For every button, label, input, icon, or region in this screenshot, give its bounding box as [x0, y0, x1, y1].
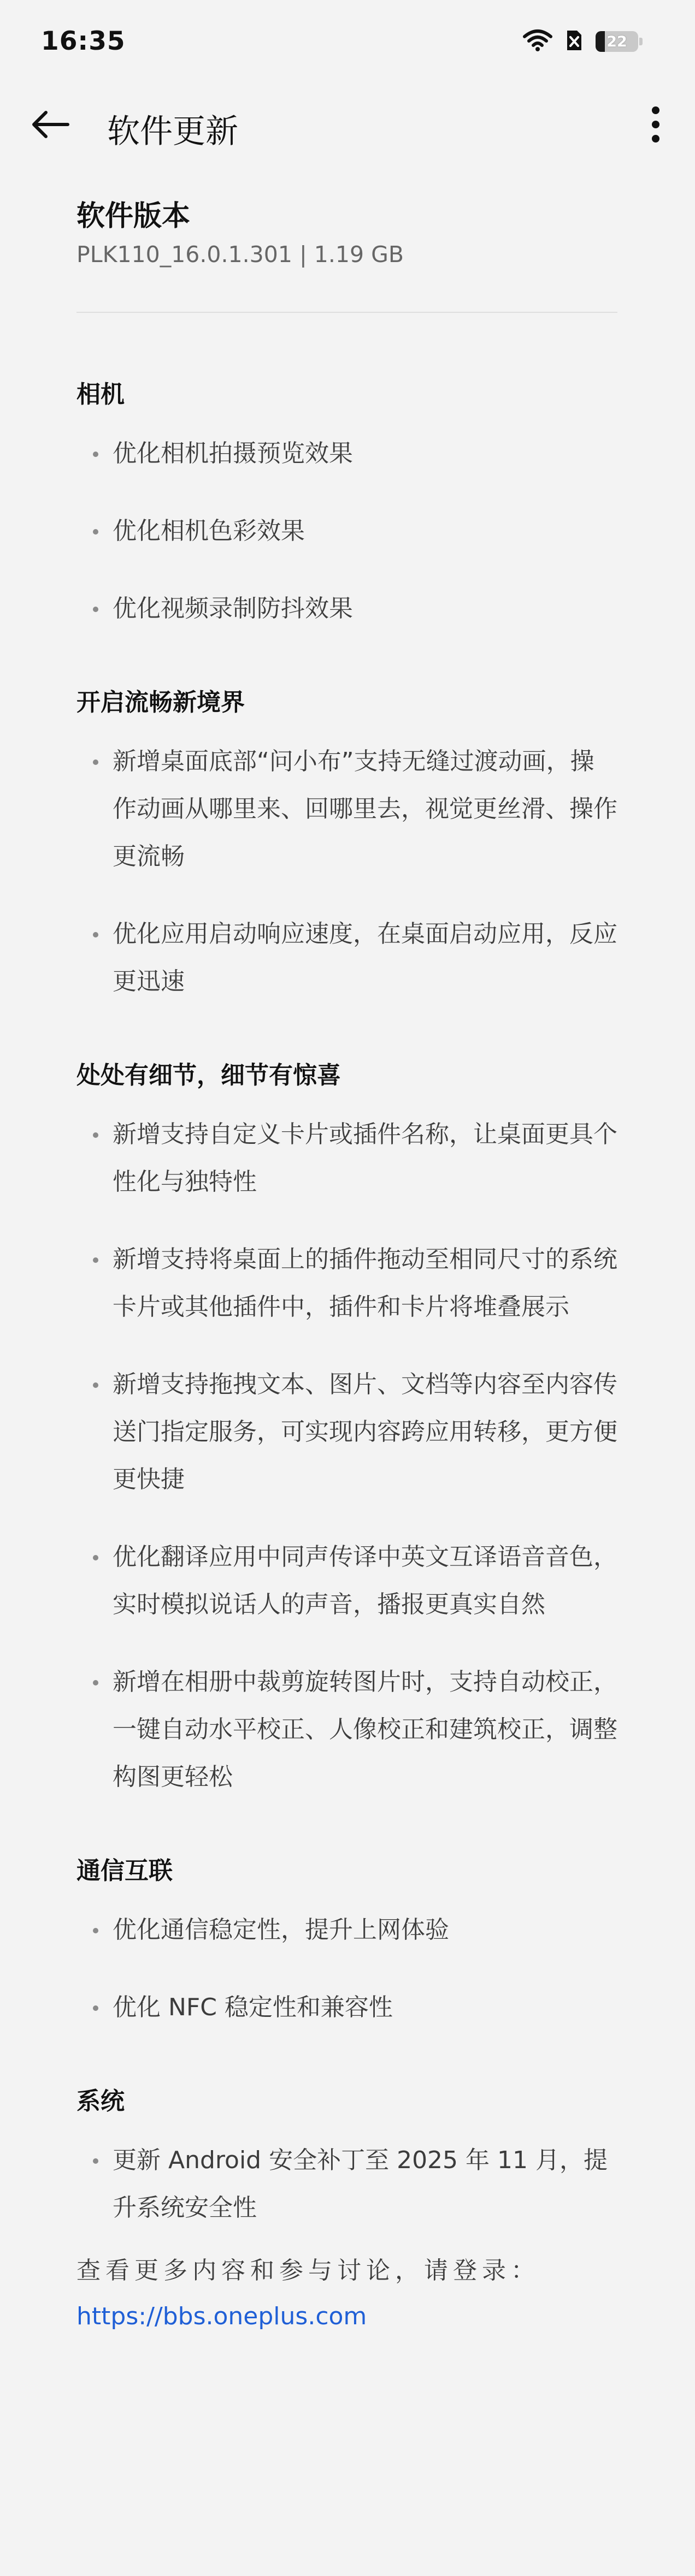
- battery-body: [596, 31, 638, 52]
- list-item: 新增在相册中裁剪旋转图片时，支持自动校正，一键自动水平校正、人像校正和建筑校正，调整构图更轻松: [76, 1658, 617, 1801]
- section-connectivity: [76, 1855, 617, 2031]
- section-camera: [76, 378, 617, 632]
- more-vertical-icon: [651, 105, 660, 146]
- back-button[interactable]: [28, 106, 72, 145]
- section-system: [76, 2085, 617, 2231]
- section-title: 相机: [76, 381, 125, 408]
- divider: [76, 312, 617, 313]
- version-title: 软件版本: [76, 200, 191, 233]
- list-item: 新增桌面底部“问小布”支持无缝过渡动画，操作动画从哪里来、回哪里去，视觉更丝滑、操作更流畅: [76, 738, 617, 880]
- battery-level: 22: [606, 33, 627, 50]
- status-bar: [0, 0, 695, 87]
- forum-link[interactable]: https://bbs.oneplus.com: [76, 2302, 367, 2330]
- no-sim-icon: [565, 28, 584, 55]
- list-item: 优化 NFC 稳定性和兼容性: [76, 1984, 617, 2031]
- list-item: 优化通信稳定性，提升上网体验: [76, 1906, 617, 1954]
- page-title: 软件更新: [107, 112, 238, 151]
- section-title: 开启流畅新境界: [76, 688, 245, 716]
- status-time: 16:35: [41, 26, 126, 56]
- wifi-icon: [522, 29, 553, 54]
- app-bar: [0, 93, 695, 158]
- list-item: 更新 Android 安全补丁至 2025 年 11 月，提升系统安全性: [76, 2136, 617, 2231]
- list-item: 优化视频录制防抖效果: [76, 585, 617, 632]
- bullet-list: [76, 1906, 617, 2031]
- version-subtitle: PLK110_16.0.1.301 | 1.19 GB: [76, 241, 404, 268]
- list-item: 优化翻译应用中同声传译中英文互译语音音色，实时模拟说话人的声音，播报更真实自然: [76, 1533, 617, 1628]
- battery-tip: [639, 38, 643, 45]
- list-item: 优化应用启动响应速度，在桌面启动应用，反应更迅速: [76, 910, 617, 1005]
- bullet-list: [76, 738, 617, 1005]
- section-smoothness: [76, 686, 617, 1005]
- section-title: 系统: [76, 2087, 125, 2115]
- bullet-list: [76, 1111, 617, 1801]
- section-title: 处处有细节，细节有惊喜: [76, 1061, 341, 1089]
- release-notes: [76, 197, 617, 2340]
- section-details: [76, 1059, 617, 1801]
- battery-icon: [596, 31, 643, 52]
- list-item: 新增支持拖拽文本、图片、文档等内容至内容传送门指定服务，可实现内容跨应用转移，更方便更快捷: [76, 1361, 617, 1503]
- section-title: 通信互联: [76, 1857, 173, 1885]
- bullet-list: [76, 2136, 617, 2231]
- list-item: 新增支持将桌面上的插件拖动至相同尺寸的系统卡片或其他插件中，插件和卡片将堆叠展示: [76, 1236, 617, 1331]
- arrow-left-icon: [30, 109, 71, 142]
- list-item: 优化相机拍摄预览效果: [76, 430, 617, 477]
- more-options-button[interactable]: [638, 104, 673, 147]
- status-icons: [522, 28, 643, 55]
- battery-fill: [596, 31, 605, 52]
- bullet-list: [76, 430, 617, 632]
- footer-text: 查看更多内容和参与讨论，请登录：: [76, 2257, 540, 2284]
- list-item: 优化相机色彩效果: [76, 507, 617, 555]
- list-item: 新增支持自定义卡片或插件名称，让桌面更具个性化与独特性: [76, 1111, 617, 1206]
